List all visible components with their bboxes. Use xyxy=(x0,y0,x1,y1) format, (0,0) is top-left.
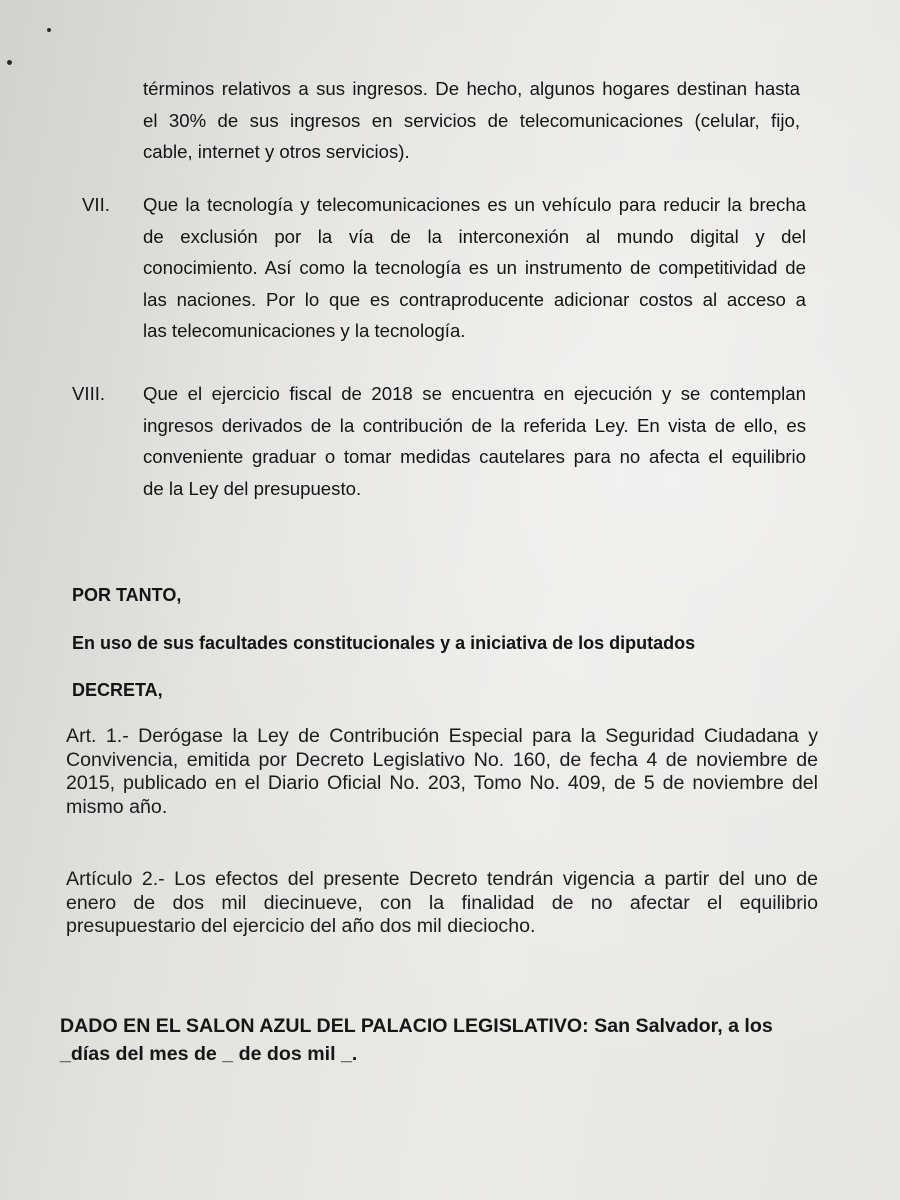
clause-viii-paragraph xyxy=(143,378,806,504)
paragraph-line: el 30% de sus ingresos en servicios de telecomunicaciones (celular, fijo, xyxy=(143,109,800,131)
paragraph-line: términos relativos a sus ingresos. De hecho, algunos hogares destinan hasta xyxy=(143,78,800,99)
closing-line: DADO EN EL SALON AZUL DEL PALACIO LEGISLATIVO: San Salvador, a los xyxy=(60,1015,773,1037)
paragraph-line: conocimiento. Así como la tecnología es un instrumento de competitividad de xyxy=(143,257,806,278)
paragraph-line: Artículo 2.- Los efectos del presente Decreto tendrán vigencia a partir del uno de xyxy=(66,868,818,890)
paragraph-line: 2015, publicado en el Diario Oficial No. 203, Tomo No. 409, de 5 de noviembre del xyxy=(66,772,818,794)
paragraph-line: ingresos derivados de la contribución de la referida Ley. En vista de ello, es xyxy=(143,414,806,436)
decreta-heading: DECRETA, xyxy=(72,680,163,700)
paragraph-line: cable, internet y otros servicios). xyxy=(143,141,410,162)
ink-speck xyxy=(7,60,12,65)
paragraph-line: Convivencia, emitida por Decreto Legislativo No. 160, de fecha 4 de noviembre de xyxy=(66,748,818,771)
paragraph-line: enero de dos mil diecinueve, con la finalidad de no afectar el equilibrio xyxy=(66,891,818,914)
paragraph-line: mismo año. xyxy=(66,795,168,818)
paragraph-line: de la Ley del presupuesto. xyxy=(143,477,362,499)
paragraph-line: Art. 1.- Derógase la Ley de Contribución Especial para la Seguridad Ciudadana y xyxy=(66,725,818,747)
article-1-paragraph xyxy=(66,725,818,819)
article-2-paragraph xyxy=(66,868,818,939)
continuation-paragraph xyxy=(143,73,800,168)
facultades-line: En uso de sus facultades constitucionales y a iniciativa de los diputados xyxy=(72,633,696,653)
clause-vii-paragraph xyxy=(143,189,806,347)
paragraph-line: Que la tecnología y telecomunicaciones es un vehículo para reducir la brecha xyxy=(143,194,806,215)
paragraph-line: las telecomunicaciones y la tecnología. xyxy=(143,320,466,341)
paragraph-line: de exclusión por la vía de la interconexión al mundo digital y del xyxy=(143,225,806,247)
closing-line: _días del mes de _ de dos mil _. xyxy=(60,1043,358,1065)
ink-speck xyxy=(47,28,51,32)
paragraph-line: presupuestario del ejercicio del año dos mil dieciocho. xyxy=(66,915,536,937)
paragraph-line: Que el ejercicio fiscal de 2018 se encuentra en ejecución y se contemplan xyxy=(143,383,806,404)
paragraph-line: las naciones. Por lo que es contraproducente adicionar costos al acceso a xyxy=(143,288,806,310)
paragraph-line: conveniente graduar o tomar medidas cautelares para no afecta el equilibrio xyxy=(143,446,806,467)
clause-numeral-viii: VIII. xyxy=(72,383,106,404)
closing-statement xyxy=(60,1012,840,1068)
por-tanto-heading: POR TANTO, xyxy=(72,585,182,605)
clause-numeral-vii: VII. xyxy=(82,194,110,215)
